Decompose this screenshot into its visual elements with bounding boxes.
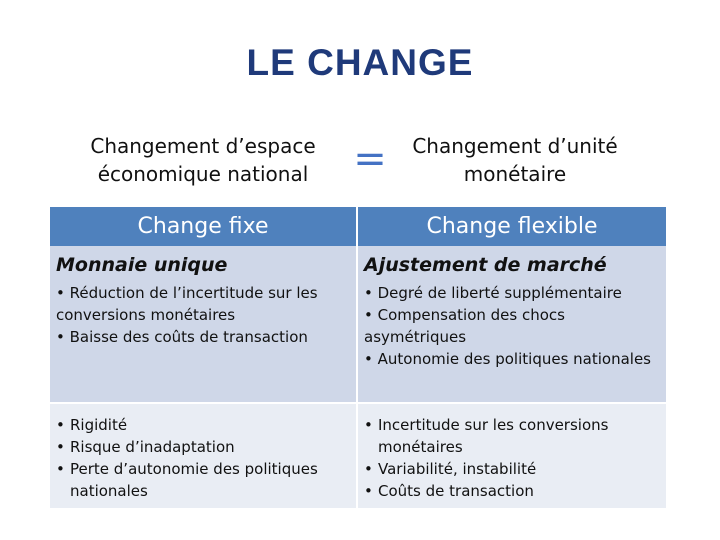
cell-fixed-drawbacks (50, 403, 357, 508)
drawback-item: • Variabilité, instabilité (364, 458, 660, 480)
column-header-flexible: Change flexible (357, 207, 666, 246)
equation-left (58, 132, 348, 188)
cell-heading: Monnaie unique (56, 254, 228, 276)
equation (0, 128, 720, 198)
advantage-item: • Autonomie des politiques nationales (364, 350, 651, 368)
equation-left-line: économique national (97, 162, 309, 186)
cell-flexible-drawbacks (357, 403, 666, 508)
equation-right-line: Changement d’unité (412, 134, 618, 158)
drawback-list (56, 414, 350, 502)
exchange-regime-table (50, 207, 666, 508)
drawback-list (364, 414, 660, 502)
drawback-item: • Perte d’autonomie des politiques nationales (56, 458, 350, 502)
advantage-item: • Degré de liberté supplémentaire (364, 284, 622, 302)
equation-right-line: monétaire (463, 162, 567, 186)
equation-left-line: Changement d’espace (90, 134, 316, 158)
equals-sign: = (353, 136, 387, 182)
cell-fixed-advantages (50, 246, 357, 403)
cell-heading: Ajustement de marché (364, 254, 607, 276)
drawback-item: • Incertitude sur les conversions monétaires (364, 414, 660, 458)
drawback-item: • Rigidité (56, 414, 350, 436)
advantage-item: • Compensation des chocs asymétriques (364, 306, 565, 346)
cell-flexible-advantages (357, 246, 666, 403)
column-header-fixed: Change fixe (50, 207, 357, 246)
advantage-item: • Réduction de l’incertitude sur les conversions monétaires (56, 284, 318, 324)
table-row-advantages (50, 246, 666, 403)
drawback-item: • Risque d’inadaptation (56, 436, 350, 458)
advantage-item: • Baisse des coûts de transaction (56, 328, 308, 346)
table-row-drawbacks (50, 403, 666, 508)
table-header-row (50, 207, 666, 246)
equation-right (390, 132, 640, 188)
slide-title: LE CHANGE (246, 42, 474, 83)
drawback-item: • Coûts de transaction (364, 480, 660, 502)
